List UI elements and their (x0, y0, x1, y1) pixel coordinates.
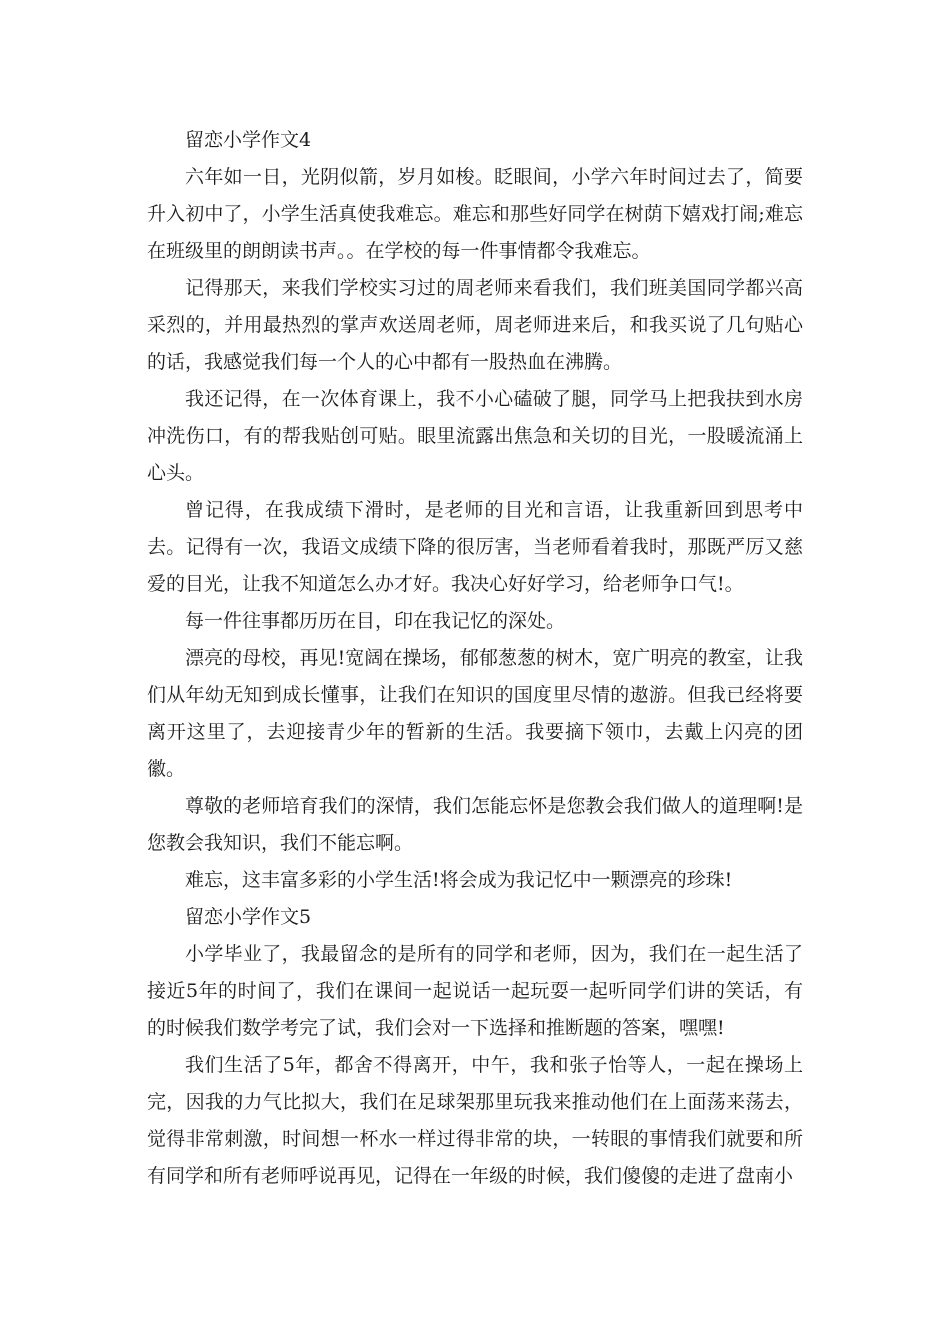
paragraph: 每一件往事都历历在目，印在我记忆的深处。 (185, 610, 566, 632)
paragraph: 尊敬的老师培育我们的深情，我们怎能忘怀是您教会我们做人的道理啊!是您教会我知识，我们不能忘啊。 (147, 795, 803, 854)
paragraph: 难忘，这丰富多彩的小学生活!将会成为我记忆中一颗漂亮的珍珠! (185, 869, 733, 891)
paragraph: 我们生活了5年，都舍不得离开，中午，我和张子怡等人，一起在操场上完，因我的力气比拟大，我们在足球架那里玩我来推动他们在上面荡来荡去，觉得非常刺激，时间想一杯水一样过得非常的块，一转眼的事情我们就要和所有同学和所有老师呼说再见，记得在一年级的时候，我们傻傻的走进了盘南小 (147, 1054, 803, 1187)
paragraph: 漂亮的母校，再见!宽阔在操场，郁郁葱葱的树木，宽广明亮的教室，让我们从年幼无知到成长懂事，让我们在知识的国度里尽情的遨游。但我已经将要离开这里了，去迎接青少年的暂新的生活。我要摘下领巾，去戴上闪亮的团徽。 (147, 647, 803, 780)
section-title: 留恋小学作文5 (185, 906, 312, 928)
paragraph: 小学毕业了，我最留念的是所有的同学和老师，因为，我们在一起生活了接近5年的时间了，我们在课间一起说话一起玩耍一起听同学们讲的笑话，有的时候我们数学考完了试，我们会对一下选择和推断题的答案，嘿嘿! (147, 943, 803, 1039)
document-body (147, 122, 803, 1195)
paragraph: 我还记得，在一次体育课上，我不小心磕破了腿，同学马上把我扶到水房冲洗伤口，有的帮我贴创可贴。眼里流露出焦急和关切的目光，一股暖流涌上心头。 (147, 388, 803, 484)
paragraph: 曾记得，在我成绩下滑时，是老师的目光和言语，让我重新回到思考中去。记得有一次，我语文成绩下降的很厉害，当老师看着我时，那既严厉又慈爱的目光，让我不知道怎么办才好。我决心好好学习，给老师争口气!。 (147, 499, 803, 595)
section-title: 留恋小学作文4 (185, 129, 312, 151)
paragraph: 六年如一日，光阴似箭，岁月如梭。眨眼间，小学六年时间过去了，简要升入初中了，小学生活真使我难忘。难忘和那些好同学在树荫下嬉戏打闹;难忘在班级里的朗朗读书声。。在学校的每一件事情都令我难忘。 (147, 166, 803, 262)
paragraph: 记得那天，来我们学校实习过的周老师来看我们，我们班美国同学都兴高采烈的，并用最热烈的掌声欢送周老师，周老师进来后，和我买说了几句贴心的话，我感觉我们每一个人的心中都有一股热血在沸腾。 (147, 277, 803, 373)
